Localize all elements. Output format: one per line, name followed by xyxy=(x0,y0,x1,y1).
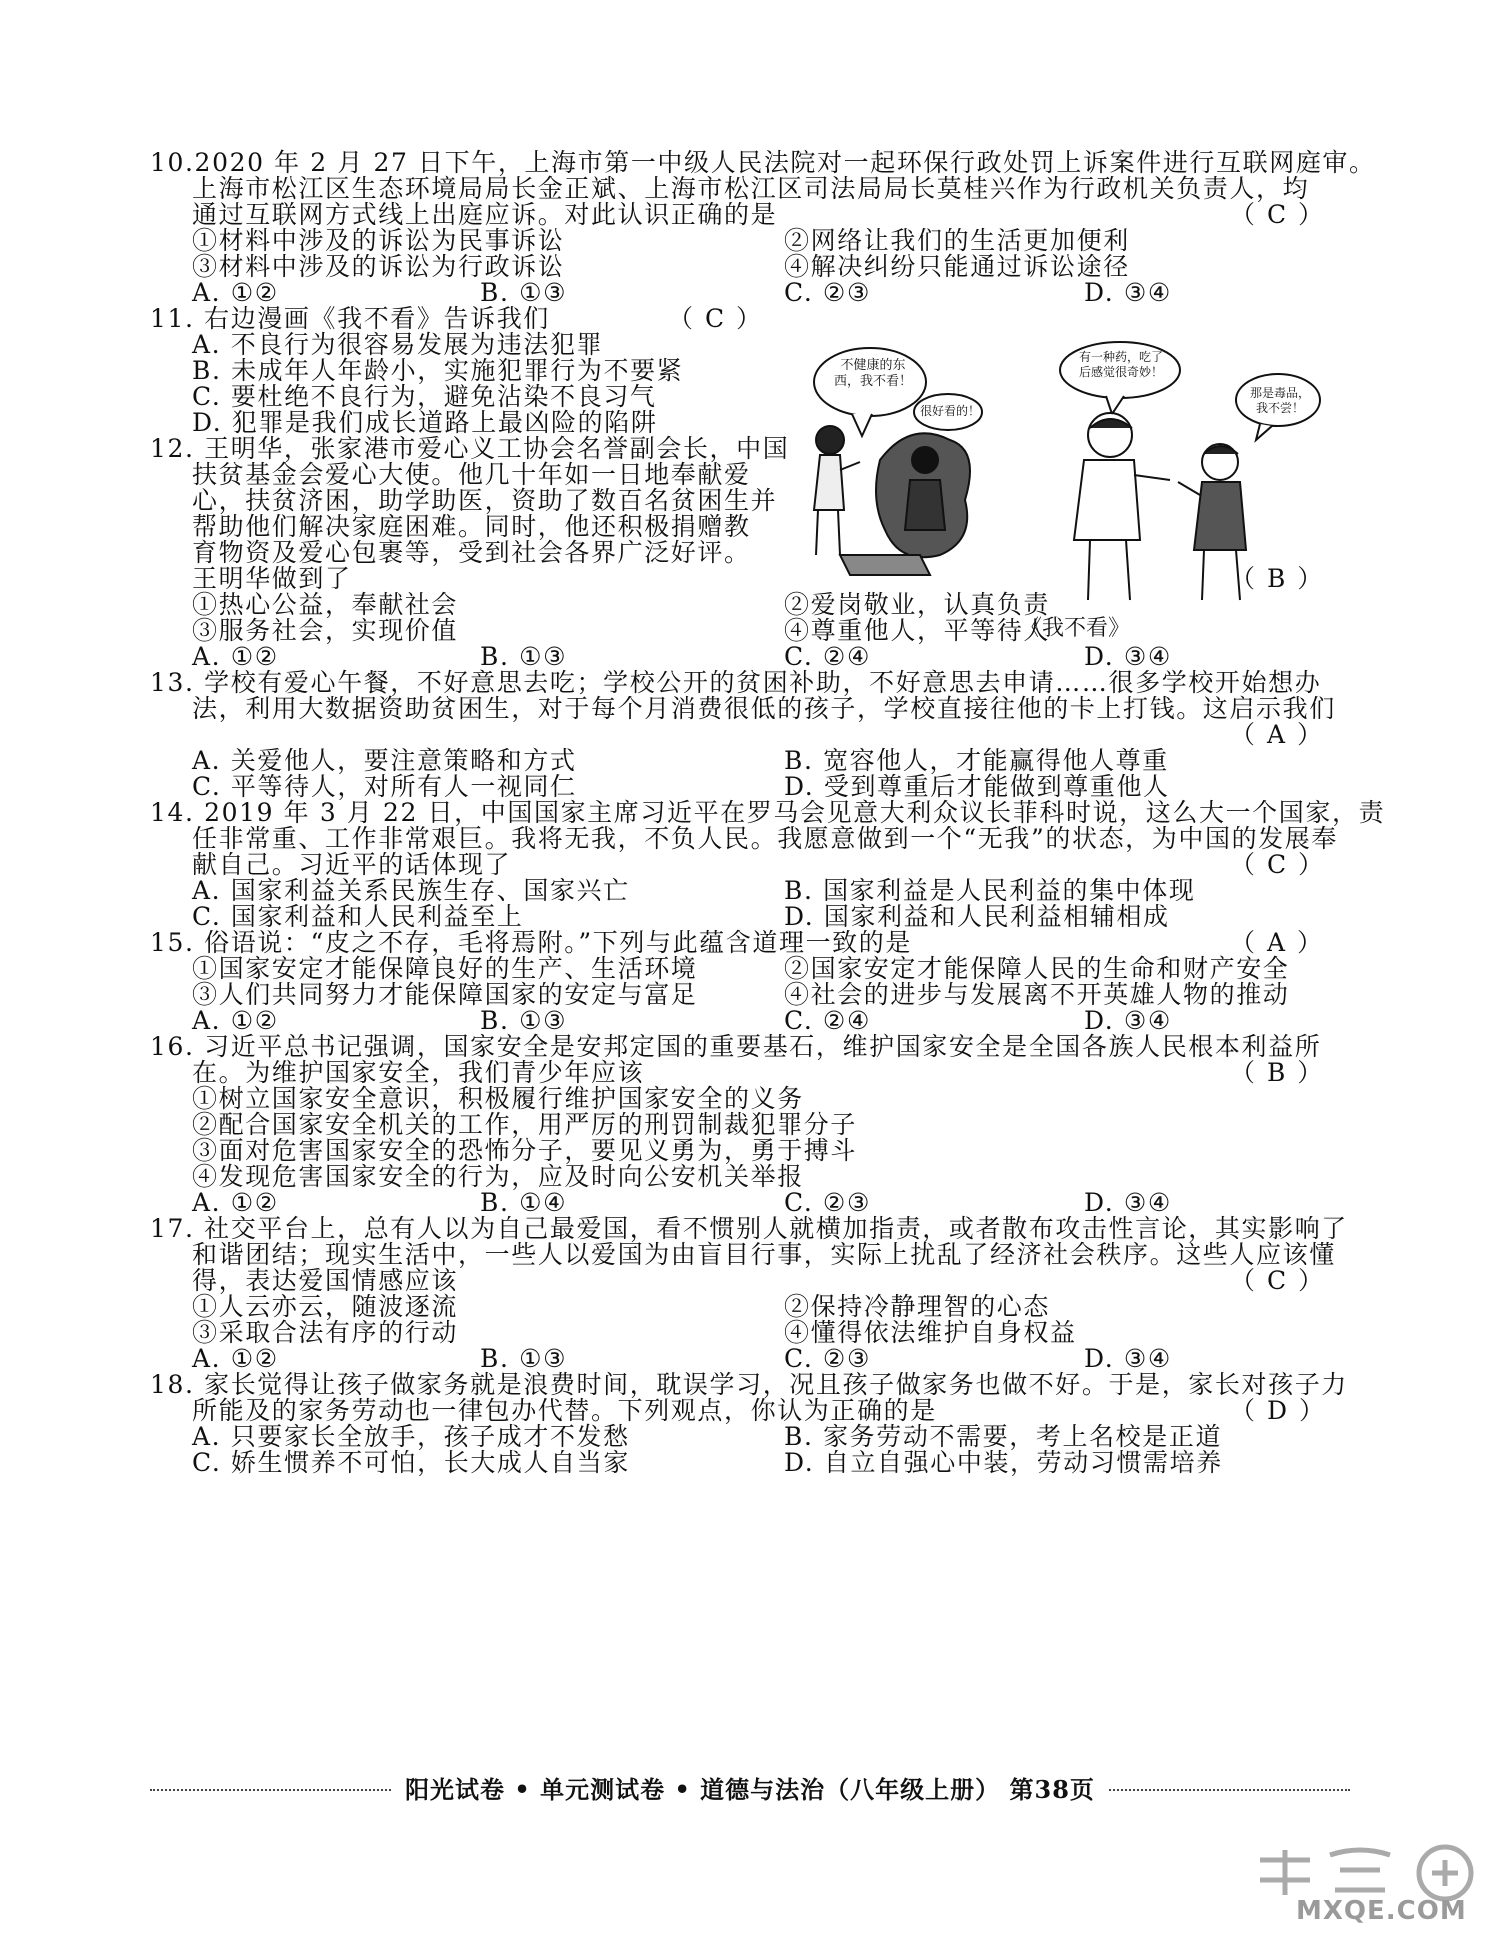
q12-line-6: 王明华做到了 xyxy=(192,564,352,593)
q10-statement-4: ④解决纠纷只能通过诉讼途径 xyxy=(784,252,1130,281)
q13-choice-c: C. 平等待人，对所有人一视同仁 xyxy=(192,772,577,801)
q11-choice-b: B. 未成年人年龄小，实施犯罪行为不要紧 xyxy=(192,356,684,385)
q16-line-1: 16. 习近平总书记强调，国家安全是安邦定国的重要基石，维护国家安全是全国各族人民根本利益所 xyxy=(150,1032,1322,1061)
q16-statement-4: ④发现危害国家安全的行为，应及时向公安机关举报 xyxy=(192,1162,804,1191)
q12-statement-1: ①热心公益，奉献社会 xyxy=(192,590,459,619)
q10-line-1: 10.2020 年 2 月 27 日下午，上海市第一中级人民法院对一起环保行政处罚上诉案件进行互联网庭审。 xyxy=(150,148,1376,177)
q18-line-2: 所能及的家务劳动也一律包办代替。下列观点，你认为正确的是 xyxy=(192,1396,937,1425)
q15-statement-4: ④社会的进步与发展离不开英雄人物的推动 xyxy=(784,980,1290,1009)
q17-statement-3: ③采取合法有序的行动 xyxy=(192,1318,459,1347)
q16-option-c: C. ②③ xyxy=(784,1188,871,1217)
q13-answer: （ A ） xyxy=(1230,720,1324,749)
q16-option-a: A. ①② xyxy=(192,1188,279,1217)
q12-answer: （ B ） xyxy=(1230,564,1325,593)
q18-choice-d: D. 自立自强心中装，劳动习惯需培养 xyxy=(784,1448,1223,1477)
q15-statement-2: ②国家安定才能保障人民的生命和财产安全 xyxy=(784,954,1290,983)
page-footer xyxy=(150,1775,1350,1805)
q15-option-d: D. ③④ xyxy=(1084,1006,1172,1035)
q10-option-a: A. ①② xyxy=(192,278,279,307)
q11-choice-c: C. 要杜绝不良行为，避免沾染不良习气 xyxy=(192,382,657,411)
q10-option-c: C. ②③ xyxy=(784,278,871,307)
cartoon-bubble-1: 不健康的东西，我不看！ xyxy=(834,358,913,389)
q12-statement-3: ③服务社会，实现价值 xyxy=(192,616,459,645)
q17-statement-4: ④懂得依法维护自身权益 xyxy=(784,1318,1077,1347)
q17-option-c: C. ②③ xyxy=(784,1344,871,1373)
q12-line-4: 帮助他们解决家庭困难。同时，他还积极捐赠教 xyxy=(192,512,751,541)
q12-option-b: B. ①③ xyxy=(480,642,568,671)
q10-answer: （ C ） xyxy=(1230,200,1326,229)
q17-line-3: 得，表达爱国情感应该 xyxy=(192,1266,459,1295)
q15-option-a: A. ①② xyxy=(192,1006,279,1035)
watermark-text: MXQE.COM xyxy=(1296,1896,1467,1926)
q14-line-3: 献自己。习近平的话体现了 xyxy=(192,850,512,879)
q18-choice-a: A. 只要家长全放手，孩子成才不发愁 xyxy=(192,1422,630,1451)
q17-option-b: B. ①③ xyxy=(480,1344,568,1373)
q15-statement-1: ①国家安定才能保障良好的生产、生活环境 xyxy=(192,954,698,983)
q12-statement-4: ④尊重他人，平等待人 xyxy=(784,616,1051,645)
q10-statement-2: ②网络让我们的生活更加便利 xyxy=(784,226,1130,255)
cartoon-bubble-4: 那是毒品，我不尝！ xyxy=(1249,386,1310,415)
q10-line-2: 上海市松江区生态环境局局长金正斌、上海市松江区司法局局长莫桂兴作为行政机关负责人，均 xyxy=(192,174,1310,203)
q10-line-3: 通过互联网方式线上出庭应诉。对此认识正确的是 xyxy=(192,200,778,229)
q12-option-a: A. ①② xyxy=(192,642,279,671)
q11-choice-a: A. 不良行为很容易发展为违法犯罪 xyxy=(192,330,604,359)
q12-line-5: 育物资及爱心包裹等，受到社会各界广泛好评。 xyxy=(192,538,751,567)
q11-line-1: 11. 右边漫画《我不看》告诉我们 xyxy=(150,304,550,333)
q16-statement-3: ③面对危害国家安全的恐怖分子，要见义勇为，勇于搏斗 xyxy=(192,1136,858,1165)
q13-choice-d: D. 受到尊重后才能做到尊重他人 xyxy=(784,772,1170,801)
q16-answer: （ B ） xyxy=(1230,1058,1325,1087)
q15-answer: （ A ） xyxy=(1230,928,1324,957)
q18-choice-c: C. 娇生惯养不可怕，长大成人自当家 xyxy=(192,1448,630,1477)
q13-line-2: 法，利用大数据资助贫困生，对于每个月消费很低的孩子，学校直接往他的卡上打钱。这启示我们 xyxy=(192,694,1336,723)
q16-option-d: D. ③④ xyxy=(1084,1188,1172,1217)
q10-option-b: B. ①③ xyxy=(480,278,568,307)
q11-answer: （ C ） xyxy=(668,304,764,333)
q16-statement-1: ①树立国家安全意识，积极履行维护国家安全的义务 xyxy=(192,1084,804,1113)
q18-line-1: 18. 家长觉得让孩子做家务就是浪费时间，耽误学习，况且孩子做家务也做不好。于是，家长对孩子力 xyxy=(150,1370,1348,1399)
q10-statement-3: ③材料中涉及的诉讼为行政诉讼 xyxy=(192,252,565,281)
q14-choice-d: D. 国家利益和人民利益相辅相成 xyxy=(784,902,1170,931)
q16-statement-2: ②配合国家安全机关的工作，用严厉的刑罚制裁犯罪分子 xyxy=(192,1110,858,1139)
q12-option-d: D. ③④ xyxy=(1084,642,1172,671)
q12-statement-2: ②爱岗敬业，认真负责 xyxy=(784,590,1051,619)
q17-statement-2: ②保持冷静理智的心态 xyxy=(784,1292,1051,1321)
q14-line-2: 任非常重、工作非常艰巨。我将无我，不负人民。我愿意做到一个“无我”的状态，为中国的发展奉 xyxy=(192,824,1338,853)
q17-option-a: A. ①② xyxy=(192,1344,279,1373)
q12-line-3: 心，扶贫济困，助学助医，资助了数百名贫困生并 xyxy=(192,486,778,515)
cartoon-bubble-3: 有一种药，吃了后感觉很奇妙！ xyxy=(1078,350,1163,379)
q14-answer: （ C ） xyxy=(1230,850,1326,879)
q10-option-d: D. ③④ xyxy=(1084,278,1172,307)
q14-choice-b: B. 国家利益是人民利益的集中体现 xyxy=(784,876,1196,905)
q17-statement-1: ①人云亦云，随波逐流 xyxy=(192,1292,459,1321)
q17-answer: （ C ） xyxy=(1230,1266,1326,1295)
q16-line-2: 在。为维护国家安全，我们青少年应该 xyxy=(192,1058,645,1087)
q15-option-c: C. ②④ xyxy=(784,1006,871,1035)
q18-answer: （ D ） xyxy=(1230,1396,1326,1425)
footer-text: 阳光试卷 • 单元测试卷 • 道德与法治（八年级上册） 第38页 xyxy=(393,1775,1107,1804)
cartoon-caption: 《我不看》 xyxy=(1020,616,1131,641)
q15-option-b: B. ①③ xyxy=(480,1006,568,1035)
q14-choice-a: A. 国家利益关系民族生存、国家兴亡 xyxy=(192,876,630,905)
q13-choice-b: B. 宽容他人，才能赢得他人尊重 xyxy=(784,746,1169,775)
q12-line-1: 12. 王明华，张家港市爱心义工协会名誉副会长，中国 xyxy=(150,434,790,463)
q13-choice-a: A. 关爱他人，要注意策略和方式 xyxy=(192,746,577,775)
q12-option-c: C. ②④ xyxy=(784,642,871,671)
q17-line-1: 17. 社交平台上，总有人以为自己最爱国，看不惯别人就横加指责，或者散布攻击性言论，其实影响了 xyxy=(150,1214,1348,1243)
q10-statement-1: ①材料中涉及的诉讼为民事诉讼 xyxy=(192,226,565,255)
q16-option-b: B. ①④ xyxy=(480,1188,568,1217)
q18-choice-b: B. 家务劳动不需要，考上名校是正道 xyxy=(784,1422,1223,1451)
q14-choice-c: C. 国家利益和人民利益至上 xyxy=(192,902,524,931)
q11-choice-d: D. 犯罪是我们成长道路上最凶险的陷阱 xyxy=(192,408,658,437)
q15-statement-3: ③人们共同努力才能保障国家的安定与富足 xyxy=(192,980,698,1009)
q14-line-1: 14. 2019 年 3 月 22 日，中国国家主席习近平在罗马会见意大利众议长菲科时说，这么大一个国家，责 xyxy=(150,798,1386,827)
cartoon-right-panel xyxy=(1060,342,1320,600)
q17-option-d: D. ③④ xyxy=(1084,1344,1172,1373)
q17-line-2: 和谐团结；现实生活中，一些人以爱国为由盲目行事，实际上扰乱了经济社会秩序。这些人应该懂 xyxy=(192,1240,1336,1269)
q15-line-1: 15. 俗语说：“皮之不存，毛将焉附。”下列与此蕴含道理一致的是 xyxy=(150,928,912,957)
q12-line-2: 扶贫基金会爱心大使。他几十年如一日地奉献爱 xyxy=(192,460,751,489)
cartoon-bubble-2: 很好看的！ xyxy=(920,404,981,418)
q13-line-1: 13. 学校有爱心午餐，不好意思去吃；学校公开的贫困补助，不好意思去申请……很多学校开始想办 xyxy=(150,668,1322,697)
